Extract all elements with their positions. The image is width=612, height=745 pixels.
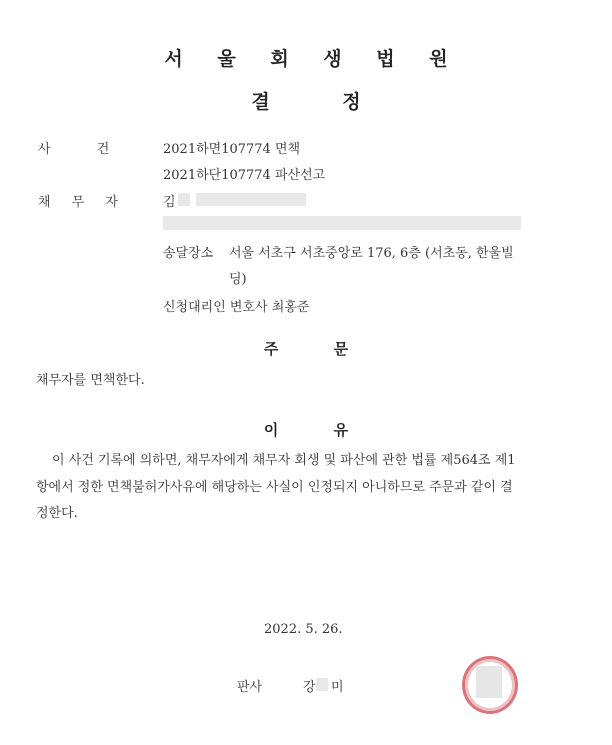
order-text: 채무자를 면책한다. [36,373,145,388]
service-address: 서울 서초구 서초중앙로 176, 6층 (서초동, 한울빌 [229,246,514,261]
service-address-continued: 딩) [229,272,247,287]
judge-name-first: 강 [303,680,316,695]
redaction-box [178,193,190,206]
court-name: 서 울 회 생 법 원 [164,48,462,70]
reason-line-1: 이 사건 기록에 의하면, 채무자에게 채무자 회생 및 파산에 관한 법률 제564조 제1 [52,453,516,468]
redaction-box [196,193,306,206]
legal-agent: 신청대리인 변호사 최홍준 [163,300,310,315]
address-redaction-box [163,216,521,230]
case-label: 사 건 [38,142,110,157]
service-address-label: 송달장소 [163,246,214,261]
decision-date: 2022. 5. 26. [264,622,343,637]
case-number-bankruptcy: 2021하단107774 파산선고 [163,168,326,183]
debtor-name: 김 [163,195,176,210]
document-title: 결 정 [251,91,361,113]
reason-line-2: 항에서 정한 면책불허가사유에 해당하는 사실이 인정되지 아니하므로 주문과 같이 결 [36,480,513,495]
reason-line-3: 정한다. [36,506,78,521]
seal-redaction-box [476,666,502,698]
reason-heading: 이 유 [263,421,349,439]
order-heading: 주 문 [263,340,349,358]
judge-name-last: 미 [331,680,344,695]
debtor-label: 채 무 자 [38,195,118,210]
redaction-box [316,678,328,691]
judge-title: 판사 [237,680,263,695]
case-number-exemption: 2021하면107774 면책 [163,142,301,157]
